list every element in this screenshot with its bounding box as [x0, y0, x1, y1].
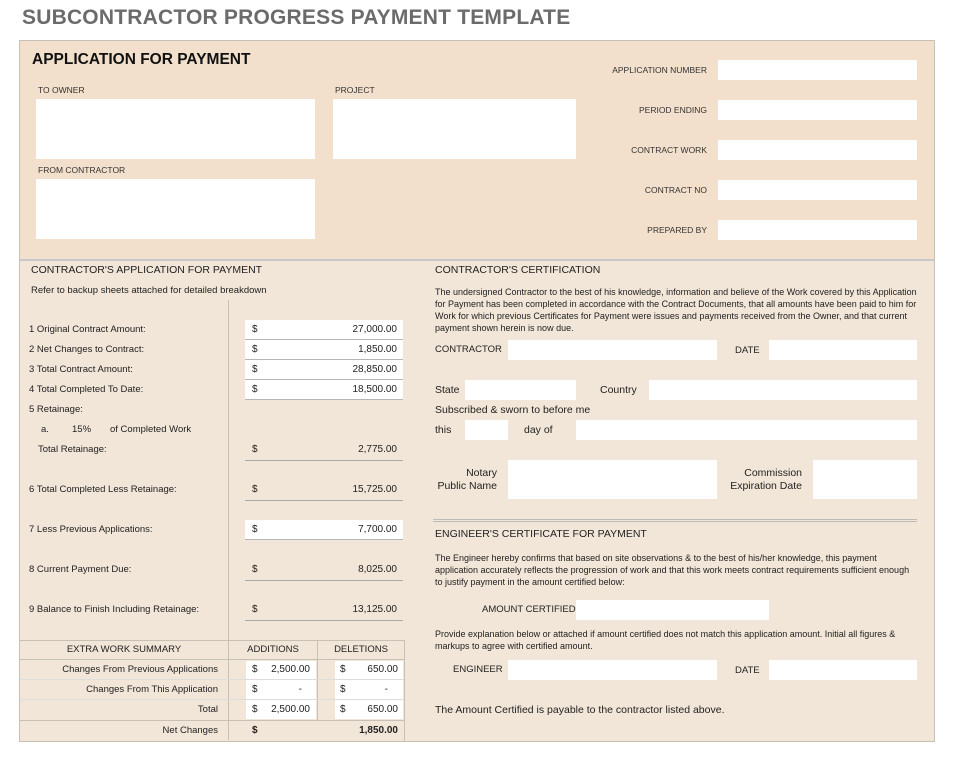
- commission-label-line1: Commission: [744, 467, 802, 479]
- retainage-label: 5 Retainage:: [29, 404, 83, 415]
- current-payment-value: 8,025.00: [358, 564, 397, 575]
- table-rule: [20, 699, 404, 700]
- currency-symbol: $: [252, 725, 258, 736]
- extra-row-label: Changes From This Application: [86, 684, 218, 695]
- contract-no-field[interactable]: [718, 180, 917, 200]
- extra-row-deletions[interactable]: 650.00: [367, 664, 398, 675]
- currency-symbol: $: [252, 684, 258, 695]
- subscribed-text: Subscribed & sworn to before me: [435, 404, 591, 416]
- currency-symbol: $: [340, 684, 346, 695]
- value-rule: [245, 460, 403, 461]
- amount-certified-label: AMOUNT CERTIFIED: [482, 604, 576, 615]
- completed-less-retainage-value: 15,725.00: [352, 484, 397, 495]
- net-changes-summary-value: 1,850.00: [359, 725, 398, 736]
- commission-expiration-field[interactable]: [813, 460, 917, 499]
- section-rule: [433, 519, 917, 520]
- original-contract-value: 27,000.00: [352, 324, 397, 335]
- explanation-text: Provide explanation below or attached if amount certified does not match this application amount. Initial all figures & markups to agree with certified amount.: [435, 629, 896, 651]
- contractor-signature-field[interactable]: [508, 340, 717, 360]
- extra-row-label: Changes From Previous Applications: [62, 664, 218, 675]
- to-owner-field[interactable]: [36, 99, 315, 159]
- contractor-application-heading: CONTRACTOR'S APPLICATION FOR PAYMENT: [31, 264, 263, 276]
- amount-certified-field[interactable]: [576, 600, 769, 620]
- prepared-by-field[interactable]: [718, 220, 917, 240]
- contract-work-field[interactable]: [718, 140, 917, 160]
- notary-label-line2: Public Name: [437, 480, 497, 492]
- retainage-sub-a: a.: [41, 424, 49, 435]
- page-title: SUBCONTRACTOR PROGRESS PAYMENT TEMPLATE: [22, 6, 571, 29]
- payable-note: The Amount Certified is payable to the contractor listed above.: [435, 704, 725, 716]
- net-changes-value: 1,850.00: [358, 344, 397, 355]
- currency-symbol: $: [340, 704, 346, 715]
- original-contract-label: 1 Original Contract Amount:: [29, 324, 146, 335]
- this-label: this: [435, 424, 452, 436]
- state-label: State: [435, 384, 460, 396]
- engineer-heading: ENGINEER'S CERTIFICATE FOR PAYMENT: [435, 528, 647, 540]
- date-label: DATE: [735, 345, 760, 356]
- deletions-header: DELETIONS: [334, 644, 388, 655]
- extra-work-header: EXTRA WORK SUMMARY: [66, 644, 182, 655]
- prepared-by-label: PREPARED BY: [647, 225, 707, 235]
- total-retainage-label: Total Retainage:: [38, 444, 107, 455]
- currency-symbol: $: [252, 364, 258, 375]
- total-contract-value: 28,850.00: [352, 364, 397, 375]
- currency-symbol: $: [252, 324, 258, 335]
- completed-to-date-label: 4 Total Completed To Date:: [29, 384, 144, 395]
- net-changes-label: 2 Net Changes to Contract:: [29, 344, 145, 355]
- contract-work-label: CONTRACT WORK: [631, 145, 707, 155]
- certification-text: The undersigned Contractor to the best of his knowledge, information and believe of the Work covered by this Application for Payment has been completed in accordance with the Contract Documents, that all amounts have been paid to him for Work for which previous Certificates for Payment were issues and payments received from the Owner, and that current payment shown herein is now due.: [435, 287, 917, 333]
- currency-symbol: $: [252, 444, 258, 455]
- extra-row-deletions[interactable]: -: [384, 684, 388, 695]
- backup-note: Refer to backup sheets attached for detailed breakdown: [31, 285, 267, 296]
- extra-row-additions[interactable]: -: [298, 684, 302, 695]
- state-field[interactable]: [465, 380, 576, 400]
- additions-header: ADDITIONS: [247, 644, 299, 655]
- net-changes-summary-label: Net Changes: [162, 725, 218, 736]
- currency-symbol: $: [252, 384, 258, 395]
- total-retainage-value: 2,775.00: [358, 444, 397, 455]
- completed-to-date-value: 18,500.00: [352, 384, 397, 395]
- table-rule: [20, 720, 404, 721]
- engineer-text: The Engineer hereby confirms that based on site observations & to the best of his/her knowledge, this payment application accurately reflects the progression of work and that this work meets contract requirements sufficient enough to justify payment in the amount certified below:: [435, 553, 910, 587]
- currency-symbol: $: [252, 664, 258, 675]
- project-label: PROJECT: [335, 85, 375, 95]
- engineer-signature-field[interactable]: [508, 660, 717, 680]
- balance-to-finish-label: 9 Balance to Finish Including Retainage:: [29, 604, 200, 615]
- value-rule: [245, 500, 403, 501]
- table-rule: [20, 679, 404, 680]
- from-contractor-field[interactable]: [36, 179, 315, 239]
- engineer-date-label: DATE: [735, 665, 760, 676]
- currency-symbol: $: [252, 704, 258, 715]
- extra-total-additions: 2,500.00: [271, 704, 310, 715]
- table-rule: [20, 640, 404, 641]
- currency-symbol: $: [340, 664, 346, 675]
- period-ending-label: PERIOD ENDING: [638, 105, 707, 115]
- retainage-sub-b: of Completed Work: [110, 424, 192, 435]
- column-divider: [228, 300, 229, 740]
- application-number-field[interactable]: [718, 60, 917, 80]
- retainage-percent[interactable]: 15%: [72, 424, 92, 435]
- certification-date-field[interactable]: [769, 340, 917, 360]
- notary-name-field[interactable]: [508, 460, 717, 499]
- column-divider: [404, 640, 405, 741]
- contract-no-label: CONTRACT NO: [644, 185, 707, 195]
- previous-applications-value: 7,700.00: [358, 524, 397, 535]
- country-label: Country: [600, 384, 637, 396]
- application-number-label: APPLICATION NUMBER: [612, 65, 707, 75]
- country-field[interactable]: [649, 380, 917, 400]
- completed-less-retainage-label: 6 Total Completed Less Retainage:: [29, 484, 177, 495]
- extra-total-label: Total: [197, 704, 218, 715]
- total-contract-label: 3 Total Contract Amount:: [29, 364, 133, 375]
- extra-row-additions[interactable]: 2,500.00: [271, 664, 310, 675]
- certification-heading: CONTRACTOR'S CERTIFICATION: [435, 264, 601, 276]
- previous-applications-label: 7 Less Previous Applications:: [29, 524, 153, 535]
- month-year-field[interactable]: [576, 420, 917, 440]
- notary-label-line1: Notary: [466, 467, 497, 479]
- engineer-date-field[interactable]: [769, 660, 917, 680]
- table-rule: [20, 659, 404, 660]
- current-payment-label: 8 Current Payment Due:: [29, 564, 132, 575]
- value-rule: [245, 580, 403, 581]
- period-ending-field[interactable]: [718, 100, 917, 120]
- day-field[interactable]: [465, 420, 508, 440]
- contractor-label: CONTRACTOR: [435, 344, 502, 355]
- to-owner-label: TO OWNER: [38, 85, 85, 95]
- currency-symbol: $: [252, 604, 258, 615]
- currency-symbol: $: [252, 484, 258, 495]
- currency-symbol: $: [252, 344, 258, 355]
- day-of-label: day of: [524, 424, 553, 436]
- from-contractor-label: FROM CONTRACTOR: [38, 165, 126, 175]
- extra-total-deletions: 650.00: [367, 704, 398, 715]
- engineer-label: ENGINEER: [453, 664, 503, 675]
- currency-symbol: $: [252, 524, 258, 535]
- section-rule: [433, 521, 917, 522]
- project-field[interactable]: [333, 99, 576, 159]
- balance-to-finish-value: 13,125.00: [352, 604, 397, 615]
- currency-symbol: $: [252, 564, 258, 575]
- application-heading: APPLICATION FOR PAYMENT: [32, 51, 251, 68]
- value-rule: [245, 620, 403, 621]
- commission-label-line2: Expiration Date: [730, 480, 802, 492]
